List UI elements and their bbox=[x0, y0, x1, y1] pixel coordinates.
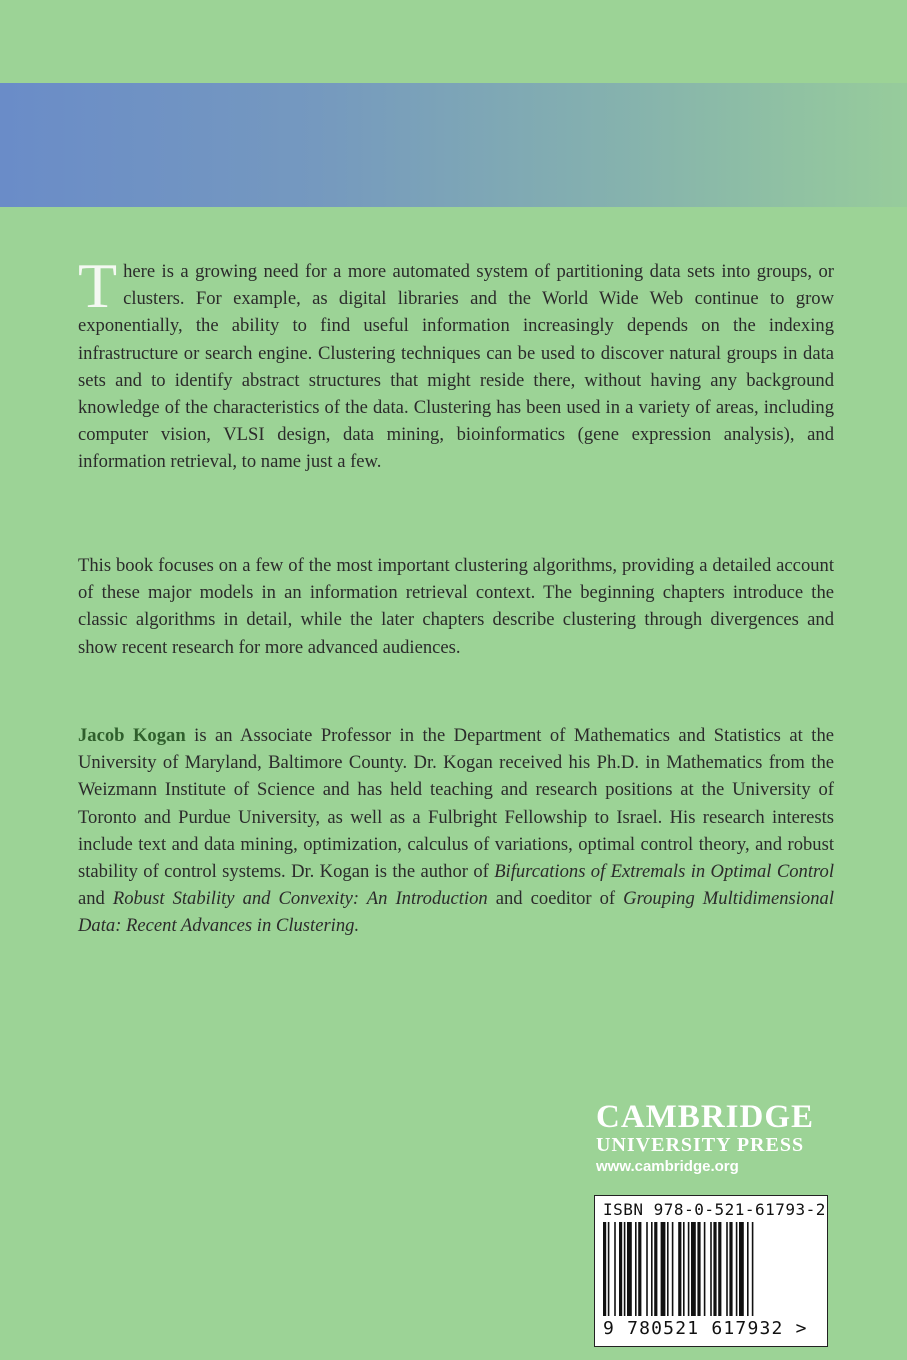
drop-cap: T bbox=[78, 250, 118, 321]
barcode-bar bbox=[704, 1222, 706, 1316]
description-paragraph-1 bbox=[78, 250, 834, 476]
header-gradient-band bbox=[0, 83, 907, 207]
author-name: Jacob Kogan bbox=[78, 725, 186, 746]
publisher-url: www.cambridge.org bbox=[596, 1158, 739, 1175]
barcode-bar bbox=[688, 1222, 690, 1316]
barcode-bar bbox=[638, 1222, 641, 1316]
barcode-bars bbox=[603, 1222, 819, 1316]
barcode-bar bbox=[739, 1222, 744, 1316]
book-title-2: Robust Stability and Convexity: An Introduction bbox=[112, 888, 488, 910]
publisher-name: CAMBRIDGE bbox=[596, 1099, 815, 1135]
barcode-bar bbox=[627, 1222, 632, 1316]
barcode-bar bbox=[646, 1222, 648, 1316]
barcode-bar bbox=[747, 1222, 749, 1316]
bio-text-1: is an Associate Professor in the Department of Mathematics and Statistics at the University of Maryland, Baltimore County. Dr. Kogan received his Ph.D. in Mathematics from the Weizmann Institute of Science and has held teaching and research positions at the University of Toronto and Purdue University, as well as a Fulbright Fellowship to Israel. His research interests include text and data mining, optimization, calculus of variations, optimal control theory, and robust stability of control systems. Dr. Kogan is the author of bbox=[78, 725, 835, 883]
barcode-bar bbox=[635, 1222, 637, 1316]
bio-end: . bbox=[354, 915, 360, 937]
book-title-3: Grouping Multidimensional Data: Recent Advances in Clustering bbox=[78, 888, 834, 937]
barcode-bar bbox=[710, 1222, 712, 1316]
bio-text-2: and coeditor of bbox=[487, 888, 624, 910]
barcode-bar bbox=[726, 1222, 728, 1316]
barcode-bar bbox=[614, 1222, 616, 1316]
book-title-1: Bifurcations of Extremals in Optimal Control bbox=[494, 861, 835, 883]
barcode-bar bbox=[718, 1222, 721, 1316]
barcode-bar bbox=[608, 1222, 610, 1316]
barcode-bar bbox=[661, 1222, 666, 1316]
bio-and: and bbox=[78, 888, 113, 910]
paragraph-1-text: here is a growing need for a more automated system of partitioning data sets into groups, or clusters. For example, as digital libraries and the World Wide Web continue to grow exponentially, the ability to find useful information increasingly depends on the indexing infrastructure or search engine. Clustering techniques can be used to discover natural groups in data sets and to identify abstract structures that might reside there, without having any background knowledge of the characteristics of the data. Clustering has been used in a variety of areas, including computer vision, VLSI design, data mining, bioinformatics (gene expression analysis), and information retrieval, to name just a few. bbox=[78, 261, 834, 473]
barcode-bar bbox=[678, 1222, 681, 1316]
barcode-bar bbox=[619, 1222, 622, 1316]
barcode-bar bbox=[683, 1222, 685, 1316]
barcode-bar bbox=[736, 1222, 738, 1316]
publisher-logo bbox=[596, 1100, 826, 1178]
isbn-barcode bbox=[594, 1195, 828, 1347]
barcode-bar bbox=[697, 1222, 700, 1316]
barcode-bar bbox=[667, 1222, 669, 1316]
barcode-bar bbox=[603, 1222, 606, 1316]
barcode-digits: 9 780521 617932 > bbox=[603, 1318, 808, 1339]
isbn-label: ISBN 978-0-521-61793-2 bbox=[603, 1200, 826, 1219]
barcode-bar bbox=[624, 1222, 626, 1316]
barcode-bar bbox=[672, 1222, 674, 1316]
publisher-subtitle: UNIVERSITY PRESS bbox=[596, 1134, 805, 1156]
author-bio bbox=[78, 722, 834, 940]
description-paragraph-2: This book focuses on a few of the most important clustering algorithms, providing a detailed account of these major models in an information retrieval context. The beginning chapters introduce the classic algorithms in detail, while the later chapters describe clustering through divergences and show recent research for more advanced audiences. bbox=[78, 555, 834, 658]
barcode-bar bbox=[752, 1222, 754, 1316]
barcode-bar bbox=[729, 1222, 732, 1316]
barcode-bar bbox=[651, 1222, 653, 1316]
barcode-bar bbox=[691, 1222, 696, 1316]
barcode-bar bbox=[713, 1222, 716, 1316]
barcode-bar bbox=[654, 1222, 657, 1316]
